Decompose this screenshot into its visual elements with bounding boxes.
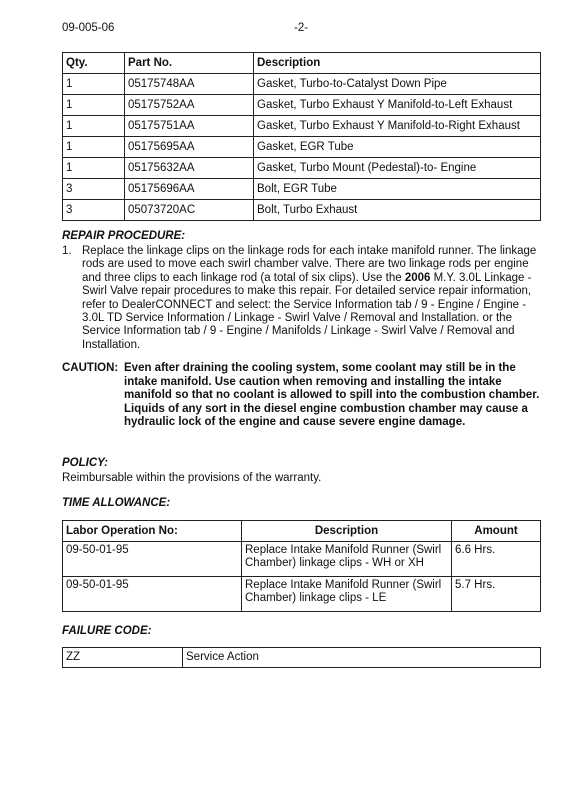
bulletin-date: 09-005-06: [62, 22, 115, 34]
step-text-end: M.Y. 3.0L Linkage - Swirl Valve repair procedures to make this repair. For detailed service repair information, refer to DealerCONNECT and select: the Service Information tab / 9 - Engine / Engine - 3.0L TD Service Information / Linkage - Swirl Valve / Removal and Installation. or the Service Information tab / 9 - Engine / Manifolds / Linkage - Swirl Valve / Removal and Installation.: [82, 271, 532, 351]
table-row: [63, 95, 541, 116]
table-header-row: [63, 53, 541, 74]
part-no-cell: 05175632AA: [125, 158, 254, 179]
description-cell: Gasket, Turbo-to-Catalyst Down Pipe: [254, 74, 541, 95]
time-allowance-table: [62, 520, 541, 612]
column-header-description: Description: [254, 53, 541, 74]
table-row: [63, 158, 541, 179]
qty-cell: 1: [63, 95, 125, 116]
table-row: [63, 137, 541, 158]
description-cell: Gasket, Turbo Mount (Pedestal)-to- Engine: [254, 158, 541, 179]
policy-heading: POLICY:: [62, 457, 109, 469]
repair-procedure-heading: REPAIR PROCEDURE:: [62, 230, 186, 242]
table-row: [63, 577, 541, 612]
part-no-cell: 05175695AA: [125, 137, 254, 158]
column-header-part-no: Part No.: [125, 53, 254, 74]
description-cell: Replace Intake Manifold Runner (Swirl Chamber) linkage clips - LE: [242, 577, 452, 612]
qty-cell: 3: [63, 179, 125, 200]
table-row: [63, 74, 541, 95]
parts-table: [62, 52, 541, 221]
description-cell: Bolt, EGR Tube: [254, 179, 541, 200]
time-allowance-heading: TIME ALLOWANCE:: [62, 497, 171, 509]
description-cell: Gasket, Turbo Exhaust Y Manifold-to-Right Exhaust: [254, 116, 541, 137]
labor-operation-cell: 09-50-01-95: [63, 577, 242, 612]
column-header-amount: Amount: [452, 521, 541, 542]
description-cell: Bolt, Turbo Exhaust: [254, 200, 541, 221]
amount-cell: 6.6 Hrs.: [452, 542, 541, 577]
step-text-start: Replace the linkage clips on the linkage rods for each intake manifold runner. The linkage rods are used to move each swirl chamber valve. There are two linkage rods per engine and three clips to each linkage rod (a total of six clips). Use the: [82, 245, 537, 284]
description-cell: Gasket, EGR Tube: [254, 137, 541, 158]
part-no-cell: 05175696AA: [125, 179, 254, 200]
table-row: [63, 542, 541, 577]
qty-cell: 1: [63, 137, 125, 158]
step-model-year: 2006: [404, 271, 431, 284]
failure-description-cell: Service Action: [183, 648, 541, 668]
failure-code-heading: FAILURE CODE:: [62, 625, 152, 637]
qty-cell: 1: [63, 74, 125, 95]
table-row: [63, 179, 541, 200]
qty-cell: 1: [63, 158, 125, 179]
caution-text: Even after draining the cooling system, some coolant may still be in the intake manifold. Use caution when removing and installing the intake manifold so that no coolant is allowed to spill into the combustion chamber. Liquids of any sort in the diesel engine combustion chamber may cause a hydraulic lock of the engine and cause severe engine damage.: [124, 362, 540, 429]
labor-operation-cell: 09-50-01-95: [63, 542, 242, 577]
step-text: [82, 245, 542, 352]
part-no-cell: 05175748AA: [125, 74, 254, 95]
description-cell: Gasket, Turbo Exhaust Y Manifold-to-Left Exhaust: [254, 95, 541, 116]
column-header-description: Description: [242, 521, 452, 542]
part-no-cell: 05175752AA: [125, 95, 254, 116]
failure-code-table: [62, 647, 541, 668]
table-row: [63, 648, 541, 668]
table-row: [63, 116, 541, 137]
table-row: [63, 200, 541, 221]
qty-cell: 3: [63, 200, 125, 221]
part-no-cell: 05073720AC: [125, 200, 254, 221]
step-number: 1.: [62, 245, 72, 257]
page-number: -2-: [294, 22, 309, 34]
caution-label: CAUTION:: [62, 362, 119, 374]
column-header-qty: Qty.: [63, 53, 125, 74]
table-header-row: [63, 521, 541, 542]
repair-step: [62, 245, 542, 352]
amount-cell: 5.7 Hrs.: [452, 577, 541, 612]
qty-cell: 1: [63, 116, 125, 137]
failure-code-cell: ZZ: [63, 648, 183, 668]
part-no-cell: 05175751AA: [125, 116, 254, 137]
description-cell: Replace Intake Manifold Runner (Swirl Chamber) linkage clips - WH or XH: [242, 542, 452, 577]
policy-text: Reimbursable within the provisions of the warranty.: [62, 472, 322, 484]
caution-notice: [62, 362, 542, 430]
column-header-labor-operation: Labor Operation No:: [63, 521, 242, 542]
